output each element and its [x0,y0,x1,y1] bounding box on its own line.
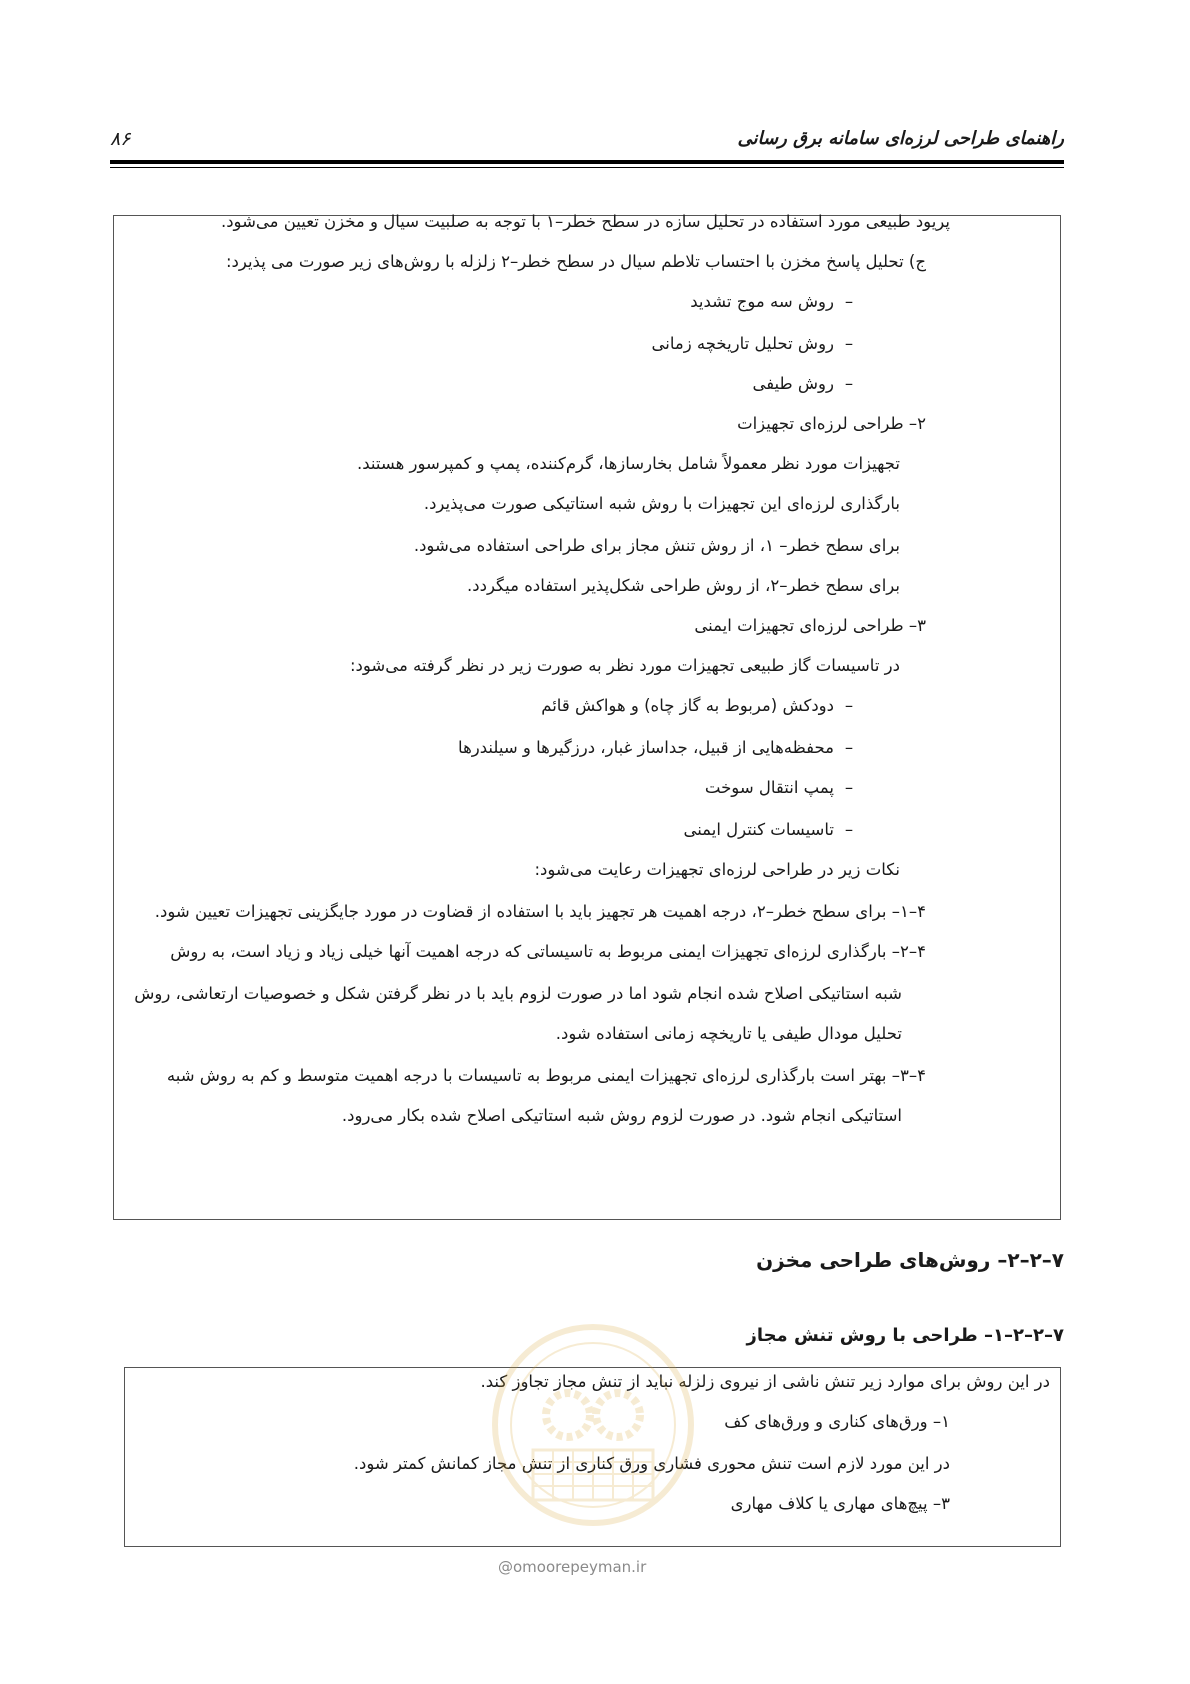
list-item: –پمپ انتقال سوخت [705,776,864,800]
paragraph-line: ۴–۲– بارگذاری لرزه‌ای تجهیزات ایمنی مربوط به تاسیساتی که درجه اهمیت آنها خیلی زیاد و زیاد است، به روش [170,942,926,961]
paragraph-line: استاتیکی انجام شود. در صورت لزوم روش شبه استاتیکی اصلاح شده بکار می‌رود. [341,1106,902,1125]
list-item: –روش تحلیل تاریخچه زمانی [652,332,865,356]
section-heading: ۷–۲–۲– روش‌های طراحی مخزن [756,1248,1064,1272]
paragraph-line: تحلیل مودال طیفی یا تاریخچه زمانی استفاده شود. [555,1024,902,1043]
paragraph-line: تجهیزات مورد نظر معمولاً شامل بخارسازها، گرم‌کننده، پمپ و کمپرسور هستند. [357,454,900,473]
list-item: –روش سه موج تشدید [690,290,864,314]
dash-bullet: – [844,374,854,393]
dash-bullet: – [844,292,854,311]
content-box-2 [124,1367,1061,1547]
paragraph-line: در این روش برای موارد زیر تنش ناشی از نیروی زلزله نباید از تنش مجاز تجاوز کند. [480,1372,1050,1391]
paragraph-line: ج) تحلیل پاسخ مخزن با احتساب تلاطم سیال در سطح خطر–۲ زلزله با روش‌های زیر صورت می پذیرد: [225,252,926,271]
dash-bullet: – [844,778,854,797]
paragraph-line: برای سطح خطر–۲، از روش طراحی شکل‌پذیر استفاده میگردد. [467,576,900,595]
paragraph-line: ۴–۳– بهتر است بارگذاری لرزه‌ای تجهیزات ایمنی مربوط به تاسیسات با درجه اهمیت متوسط و کم به روش شبه [166,1066,926,1085]
paragraph-line: نکات زیر در طراحی لرزه‌ای تجهیزات رعایت می‌شود: [534,860,900,879]
content-box-1 [113,212,1061,1220]
paragraph-line: بارگذاری لرزه‌ای این تجهیزات با روش شبه استاتیکی صورت می‌پذیرد. [423,494,900,513]
item-heading: ۲– طراحی لرزه‌ای تجهیزات [737,414,926,433]
item-heading: ۳– طراحی لرزه‌ای تجهیزات ایمنی [694,616,926,635]
subsection-heading: ۷–۲–۲–۱– طراحی با روش تنش مجاز [746,1325,1064,1346]
paragraph-line: برای سطح خطر– ۱، از روش تنش مجاز برای طراحی استفاده می‌شود. [413,536,900,555]
watermark-url: @omoorepeyman.ir [498,1558,647,1576]
paragraph-line: ۴–۱– برای سطح خطر–۲، درجه اهمیت هر تجهیز باید با استفاده از قضاوت در مورد جایگزینی تجهیزات تعیین شود. [154,902,926,921]
paragraph-line: در تاسیسات گاز طبیعی تجهیزات مورد نظر به صورت زیر در نظر گرفته می‌شود: [349,656,900,675]
paragraph-line: پریود طبیعی مورد استفاده در تحلیل سازه در سطح خطر–۱ با توجه به صلبیت سیال و مخزن تعیین می‌شود. [220,212,950,231]
paragraph-line: در این مورد لازم است تنش محوری فشاری ورق کناری از تنش مجاز کمانش کمتر شود. [353,1454,950,1473]
paragraph-line: شبه استاتیکی اصلاح شده انجام شود اما در صورت لزوم باید با در نظر گرفتن شکل و خصوصیات ارتعاشی، روش [134,984,902,1003]
paragraph-line: ۳– پیچ‌های مهاری یا کلاف مهاری [730,1494,950,1513]
header-rule-thick [110,160,1064,164]
header-rule-thin [110,167,1064,168]
page-header [110,128,1064,164]
dash-bullet: – [844,334,854,353]
list-item: –تاسیسات کنترل ایمنی [683,818,864,842]
list-item: –محفظه‌هایی از قبیل، جداساز غبار، درزگیرها و سیلندرها [458,736,864,760]
list-item: –روش طیفی [752,372,864,396]
running-title: راهنمای طراحی لرزه‌ای سامانه برق رسانی [737,128,1064,149]
dash-bullet: – [844,738,854,757]
page-number: ۸۶ [110,128,131,150]
dash-bullet: – [844,820,854,839]
dash-bullet: – [844,696,854,715]
paragraph-line: ۱– ورق‌های کناری و ورق‌های کف [724,1412,950,1431]
list-item: –دودکش (مربوط به گاز چاه) و هواکش قائم [541,694,864,718]
